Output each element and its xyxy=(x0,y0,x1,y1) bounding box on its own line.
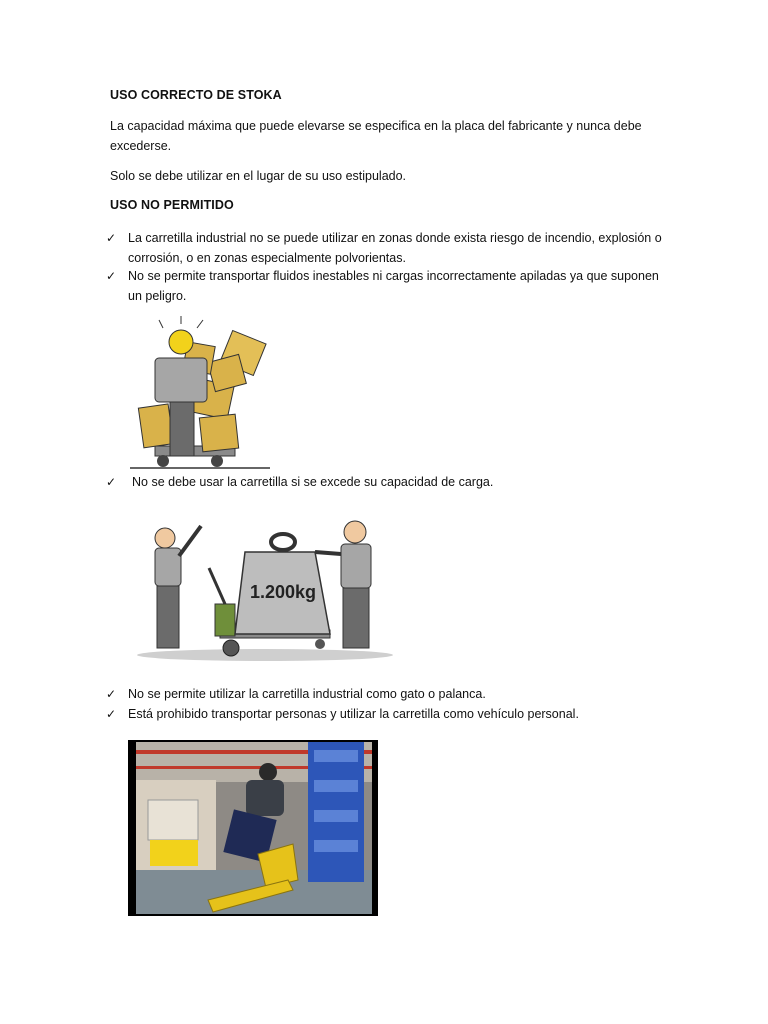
heading-uso-no-permitido: USO NO PERMITIDO xyxy=(110,198,234,212)
check-mark-icon: ✓ xyxy=(106,475,117,489)
list-item-text: No se permite utilizar la carretilla industrial como gato o palanca. xyxy=(128,687,486,701)
list-item xyxy=(106,228,666,268)
check-mark-icon: ✓ xyxy=(106,707,117,721)
check-mark-icon: ✓ xyxy=(106,687,117,701)
stacked-boxes-illustration xyxy=(125,316,280,474)
heading-uso-correcto: USO CORRECTO DE STOKA xyxy=(110,88,282,102)
list-item xyxy=(106,472,666,492)
list-item xyxy=(106,684,666,704)
warehouse-photo xyxy=(128,740,378,916)
overload-illustration xyxy=(135,512,400,662)
list-item-text: La carretilla industrial no se puede utilizar en zonas donde exista riesgo de incendio, explosión o corrosión, o en zonas especialmente polvorientas. xyxy=(128,231,662,265)
list-item xyxy=(106,266,666,306)
list-item-text: No se permite transportar fluidos inestables ni cargas incorrectamente apiladas ya que suponen un peligro. xyxy=(128,269,659,303)
check-mark-icon: ✓ xyxy=(106,231,117,245)
list-item xyxy=(106,704,666,724)
paragraph-lugar-uso: Solo se debe utilizar en el lugar de su uso estipulado. xyxy=(110,169,407,183)
check-mark-icon: ✓ xyxy=(106,269,117,283)
paragraph-capacidad: La capacidad máxima que puede elevarse se especifica en la placa del fabricante y nunca debe excederse. xyxy=(110,119,642,153)
list-item-text: No se debe usar la carretilla si se excede su capacidad de carga. xyxy=(132,475,494,489)
list-item-text: Está prohibido transportar personas y utilizar la carretilla como vehículo personal. xyxy=(128,707,579,721)
weight-label: 1.200kg xyxy=(249,582,317,602)
